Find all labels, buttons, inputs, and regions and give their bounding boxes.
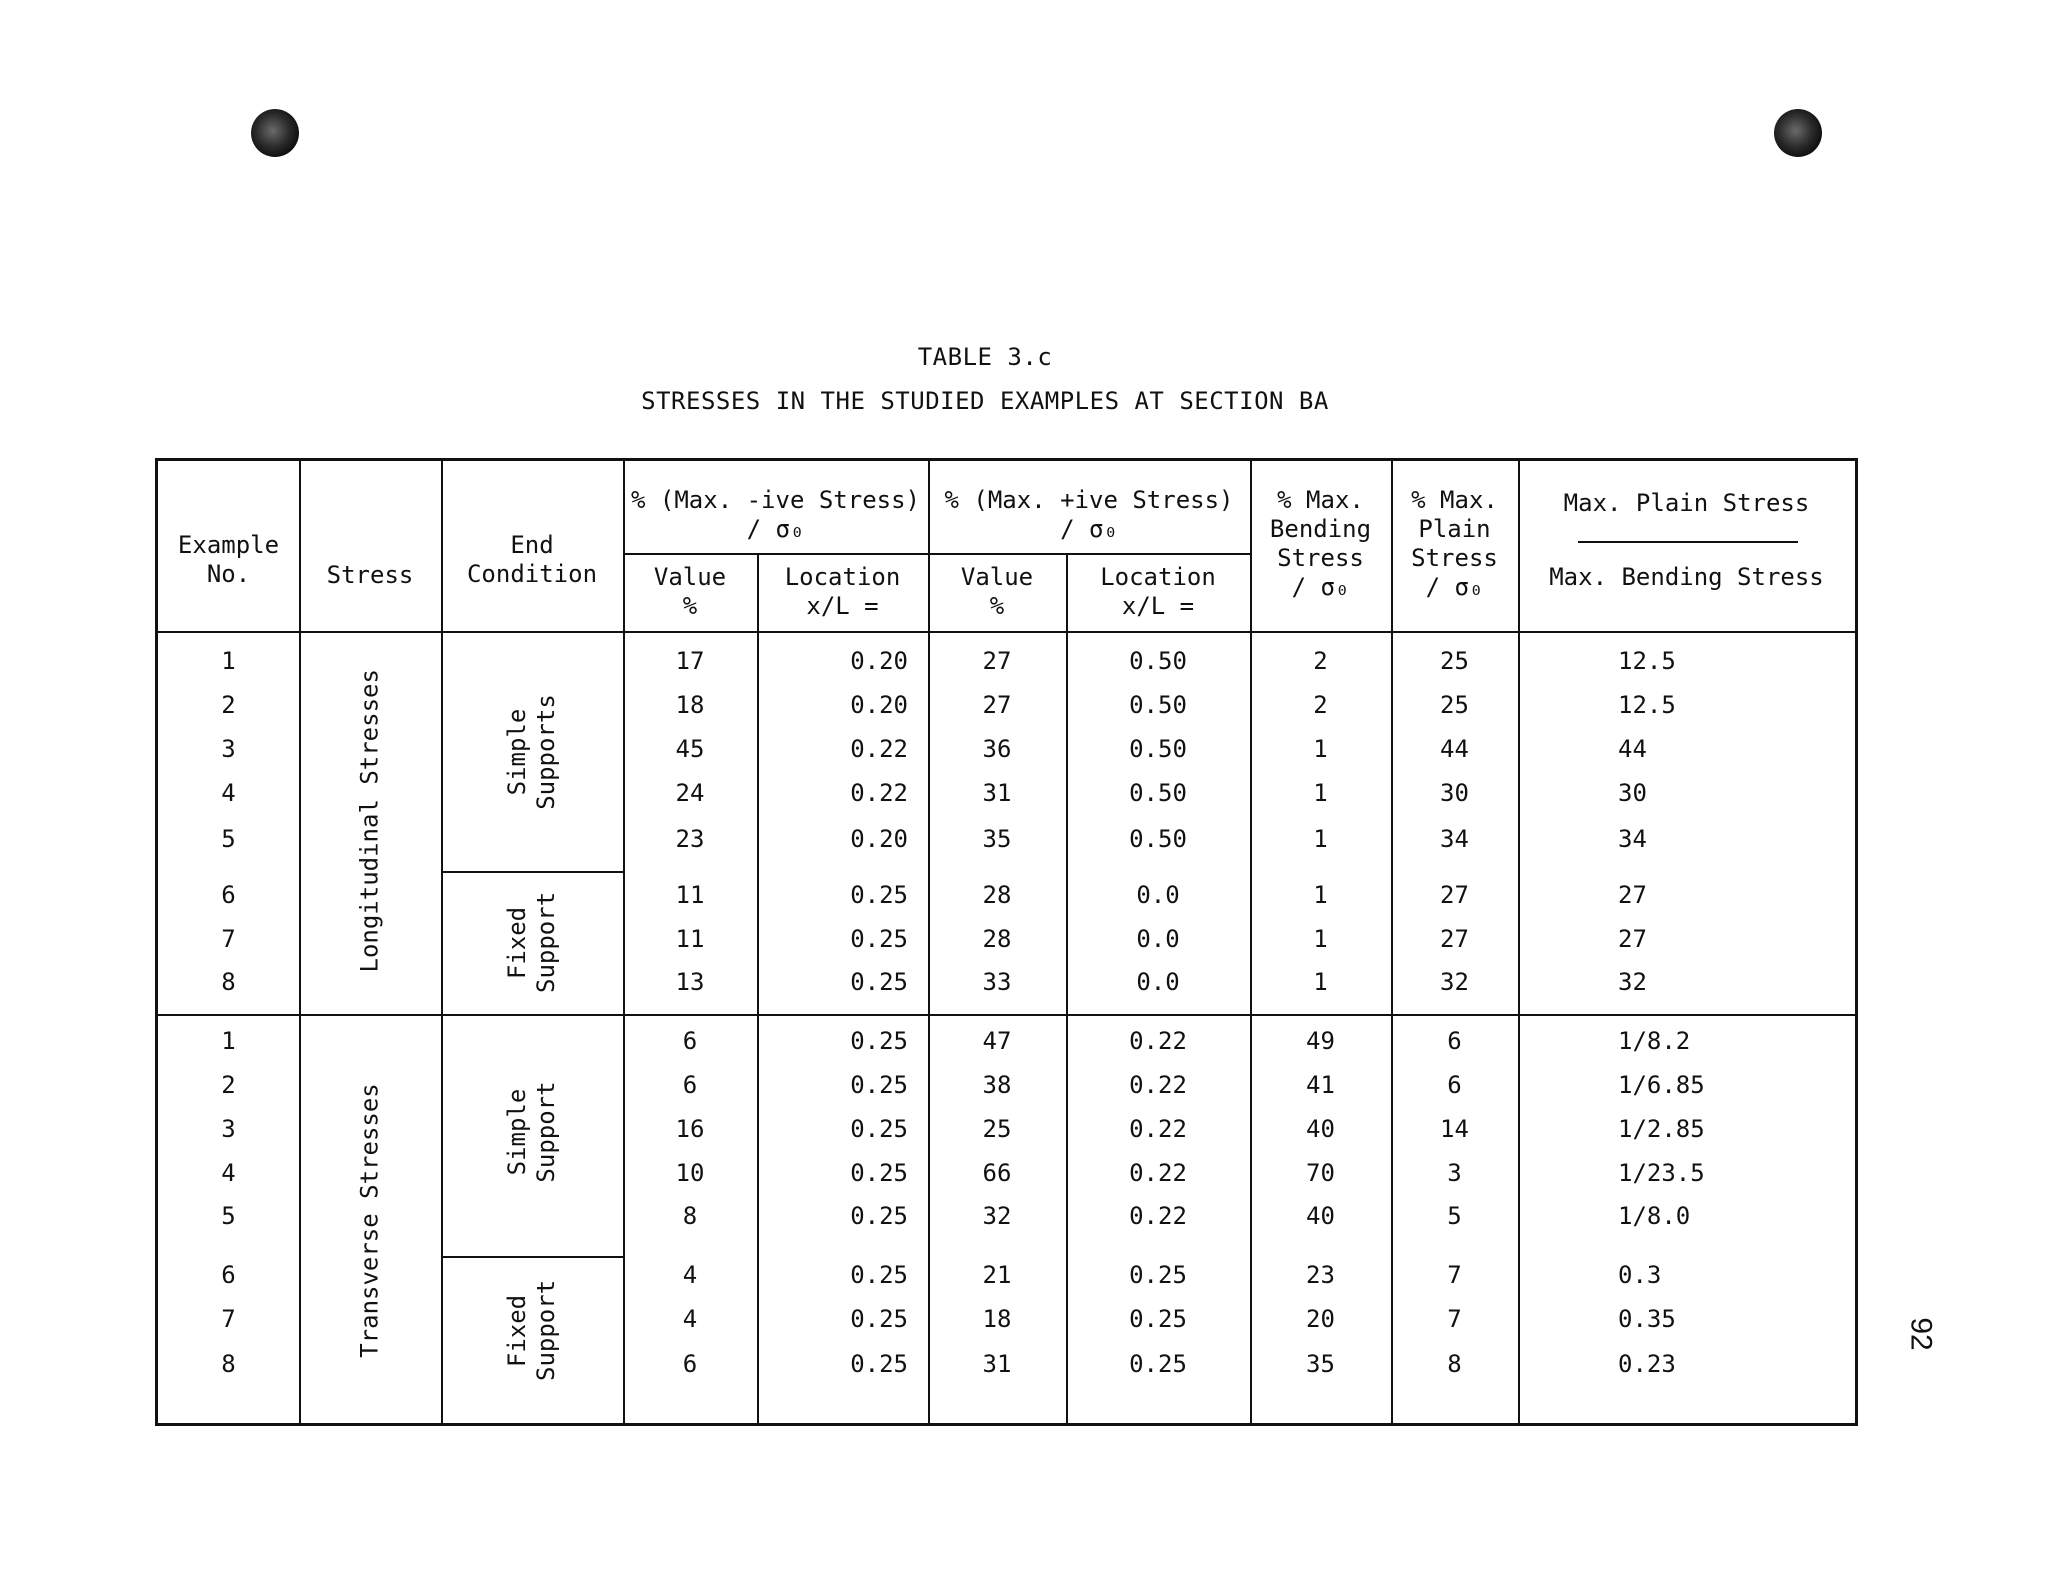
pos-value-cell: 27 — [982, 647, 1012, 675]
pos-location-cell: 0.50 — [1129, 779, 1187, 807]
max-bending-cell: 1 — [1313, 779, 1328, 807]
header-plain-line3: Stress — [1411, 544, 1498, 572]
header-pos-value — [928, 563, 1066, 621]
header-max-plain — [1391, 486, 1518, 602]
example-no-cell: 1 — [221, 647, 236, 675]
header-bending-line4: / σ₀ — [1291, 573, 1350, 601]
trans-fixed-line1: Fixed — [503, 1294, 531, 1368]
example-no-cell: 7 — [221, 925, 236, 953]
pos-location-cell: 0.25 — [1129, 1261, 1187, 1289]
header-example-line1: Example — [177, 531, 280, 559]
max-bending-cell: 2 — [1313, 691, 1328, 719]
example-no-cell: 4 — [221, 1159, 236, 1187]
ratio-cell: 0.35 — [1618, 1305, 1676, 1333]
header-neg-value — [623, 563, 757, 621]
max-bending-cell: 1 — [1313, 968, 1328, 996]
binder-hole-right — [1774, 109, 1822, 157]
header-pos-line2: / σ₀ — [1060, 515, 1118, 543]
neg-location-cell: 0.25 — [850, 925, 908, 953]
pos-value-cell: 25 — [982, 1115, 1012, 1143]
pos-value-cell: 28 — [982, 881, 1012, 909]
neg-value-cell: 4 — [682, 1305, 698, 1333]
trans-simple-line1: Simple — [503, 1088, 531, 1176]
pos-value-cell: 32 — [982, 1202, 1012, 1230]
table-subtitle: STRESSES IN THE STUDIED EXAMPLES AT SECTION BA — [641, 387, 1329, 415]
page-number: 92 — [1904, 1317, 1938, 1351]
header-neg-line1: % (Max. -ive Stress) — [631, 486, 920, 514]
neg-value-cell: 4 — [682, 1261, 698, 1289]
example-no-cell: 3 — [221, 735, 236, 763]
pos-value-cell: 31 — [982, 779, 1012, 807]
pos-value-cell: 18 — [982, 1305, 1012, 1333]
pos-location-cell: 0.50 — [1129, 735, 1187, 763]
header-plain-line1: % Max. — [1411, 486, 1498, 514]
max-plain-cell: 32 — [1440, 968, 1469, 996]
example-no-cell: 2 — [221, 1071, 236, 1099]
neg-value-cell: 6 — [682, 1071, 698, 1099]
pos-location-cell: 0.22 — [1129, 1202, 1187, 1230]
header-pos-line1: % (Max. +ive Stress) — [944, 486, 1234, 514]
group-long-fixed — [503, 893, 561, 993]
long-fixed-line1: Fixed — [503, 906, 531, 980]
header-pos-location-line1: Location — [1100, 563, 1216, 591]
example-no-cell: 6 — [221, 881, 236, 909]
max-plain-cell: 5 — [1447, 1202, 1462, 1230]
pos-value-cell: 21 — [982, 1261, 1012, 1289]
neg-location-cell: 0.20 — [850, 691, 908, 719]
max-bending-cell: 20 — [1306, 1305, 1335, 1333]
ratio-cell: 1/8.0 — [1618, 1202, 1691, 1230]
header-subline — [623, 553, 1250, 555]
ratio-cell: 1/8.2 — [1618, 1027, 1691, 1055]
pos-location-cell: 0.22 — [1129, 1115, 1187, 1143]
neg-location-cell: 0.25 — [850, 1350, 908, 1378]
neg-value-cell: 45 — [675, 735, 705, 763]
header-neg-location — [757, 563, 928, 621]
ratio-cell: 1/6.85 — [1618, 1071, 1705, 1099]
max-plain-cell: 7 — [1447, 1261, 1462, 1289]
max-plain-cell: 27 — [1440, 881, 1469, 909]
pos-location-cell: 0.25 — [1129, 1305, 1187, 1333]
header-pos-location — [1066, 563, 1250, 621]
header-pos-location-line2: x/L = — [1121, 592, 1195, 620]
max-plain-cell: 8 — [1447, 1350, 1462, 1378]
header-example-line2: No. — [206, 560, 251, 588]
example-no-cell: 1 — [221, 1027, 236, 1055]
max-bending-cell: 23 — [1306, 1261, 1335, 1289]
pos-location-cell: 0.50 — [1129, 825, 1187, 853]
pos-location-cell: 0.22 — [1129, 1071, 1187, 1099]
header-neg-line2: / σ₀ — [746, 515, 805, 543]
ratio-cell: 27 — [1618, 881, 1647, 909]
max-plain-cell: 6 — [1447, 1027, 1462, 1055]
col-line — [299, 461, 301, 1426]
pos-value-cell: 47 — [982, 1027, 1012, 1055]
pos-location-cell: 0.22 — [1129, 1027, 1187, 1055]
neg-location-cell: 0.20 — [850, 647, 908, 675]
neg-location-cell: 0.20 — [850, 825, 908, 853]
max-plain-cell: 25 — [1440, 691, 1469, 719]
neg-location-cell: 0.25 — [850, 968, 908, 996]
ratio-cell: 27 — [1618, 925, 1647, 953]
header-neg-location-line1: Location — [784, 563, 901, 591]
long-simple-line1: Simple — [503, 708, 531, 796]
neg-location-cell: 0.22 — [850, 735, 908, 763]
neg-location-cell: 0.25 — [850, 1027, 908, 1055]
example-no-cell: 3 — [221, 1115, 236, 1143]
neg-value-cell: 24 — [675, 779, 705, 807]
pos-value-cell: 35 — [982, 825, 1012, 853]
header-bending-line3: Stress — [1277, 544, 1364, 572]
example-no-cell: 5 — [221, 1202, 236, 1230]
max-bending-cell: 40 — [1306, 1115, 1335, 1143]
neg-location-cell: 0.25 — [850, 1071, 908, 1099]
pos-location-cell: 0.0 — [1136, 925, 1180, 953]
max-bending-cell: 1 — [1313, 735, 1328, 763]
table-title: TABLE 3.c — [917, 343, 1053, 371]
neg-value-cell: 23 — [675, 825, 705, 853]
neg-value-cell: 17 — [675, 647, 705, 675]
neg-value-cell: 16 — [675, 1115, 705, 1143]
header-ratio-numerator: Max. Plain Stress — [1563, 489, 1810, 517]
header-end-line1: End — [510, 531, 554, 559]
neg-value-cell: 10 — [675, 1159, 705, 1187]
group-trans-fixed — [503, 1281, 561, 1381]
ratio-cell: 32 — [1618, 968, 1647, 996]
header-end-line2: Condition — [466, 560, 598, 588]
long-fixed-line2: Support — [532, 891, 560, 993]
neg-location-cell: 0.25 — [850, 1305, 908, 1333]
neg-location-cell: 0.25 — [850, 1159, 908, 1187]
max-bending-cell: 1 — [1313, 925, 1328, 953]
pos-value-cell: 27 — [982, 691, 1012, 719]
max-plain-cell: 44 — [1440, 735, 1469, 763]
group-trans-simple — [503, 1077, 561, 1187]
neg-location-cell: 0.25 — [850, 1202, 908, 1230]
header-bending-line1: % Max. — [1277, 486, 1364, 514]
trans-fixed-line2: Support — [532, 1279, 560, 1381]
stress-table — [155, 458, 1858, 1426]
max-plain-cell: 7 — [1447, 1305, 1462, 1333]
neg-value-cell: 11 — [675, 881, 705, 909]
pos-value-cell: 31 — [982, 1350, 1012, 1378]
pos-value-cell: 38 — [982, 1071, 1012, 1099]
example-no-cell: 2 — [221, 691, 236, 719]
max-plain-cell: 3 — [1447, 1159, 1462, 1187]
group-long-simple — [503, 692, 561, 812]
header-end-condition — [441, 531, 623, 589]
header-ratio-denominator: Max. Bending Stress — [1549, 563, 1824, 591]
pos-value-cell: 33 — [982, 968, 1012, 996]
pos-location-cell: 0.50 — [1129, 691, 1187, 719]
ratio-cell: 44 — [1618, 735, 1647, 763]
header-neg-value-line2: % — [682, 592, 698, 620]
max-bending-cell: 40 — [1306, 1202, 1335, 1230]
group-longitudinal: Longitudinal Stresses — [355, 669, 384, 973]
header-bending-line2: Bending — [1269, 515, 1372, 543]
pos-location-cell: 0.0 — [1136, 881, 1180, 909]
header-plain-line4: / σ₀ — [1425, 573, 1484, 601]
neg-value-cell: 18 — [675, 691, 705, 719]
example-no-cell: 8 — [221, 968, 236, 996]
max-bending-cell: 1 — [1313, 825, 1328, 853]
neg-location-cell: 0.25 — [850, 1261, 908, 1289]
neg-value-cell: 6 — [682, 1027, 698, 1055]
trans-simple-line2: Support — [532, 1081, 560, 1183]
ratio-cell: 12.5 — [1618, 647, 1676, 675]
max-plain-cell: 34 — [1440, 825, 1469, 853]
neg-value-cell: 11 — [675, 925, 705, 953]
pos-value-cell: 28 — [982, 925, 1012, 953]
ratio-cell: 30 — [1618, 779, 1647, 807]
neg-location-cell: 0.25 — [850, 1115, 908, 1143]
header-neg-location-line2: x/L = — [806, 592, 879, 620]
example-no-cell: 8 — [221, 1350, 236, 1378]
neg-value-cell: 8 — [682, 1202, 698, 1230]
header-pos-value-line2: % — [989, 592, 1005, 620]
ratio-cell: 34 — [1618, 825, 1647, 853]
max-plain-cell: 30 — [1440, 779, 1469, 807]
pos-value-cell: 36 — [982, 735, 1012, 763]
max-plain-cell: 14 — [1440, 1115, 1469, 1143]
max-bending-cell: 41 — [1306, 1071, 1335, 1099]
neg-location-cell: 0.22 — [850, 779, 908, 807]
header-neg-value-line1: Value — [653, 563, 727, 591]
header-neg-stress — [623, 486, 928, 544]
max-bending-cell: 1 — [1313, 881, 1328, 909]
trans-fixed-divider — [441, 1256, 623, 1258]
max-bending-cell: 49 — [1306, 1027, 1335, 1055]
group-transverse: Transverse Stresses — [355, 1083, 384, 1358]
max-plain-cell: 6 — [1447, 1071, 1462, 1099]
pos-location-cell: 0.50 — [1129, 647, 1187, 675]
max-bending-cell: 2 — [1313, 647, 1328, 675]
neg-location-cell: 0.25 — [850, 881, 908, 909]
max-bending-cell: 70 — [1306, 1159, 1335, 1187]
header-example-no — [158, 531, 299, 589]
ratio-cell: 0.23 — [1618, 1350, 1676, 1378]
header-plain-line2: Plain — [1418, 515, 1491, 543]
ratio-cell: 1/2.85 — [1618, 1115, 1705, 1143]
long-simple-line2: Supports — [532, 694, 560, 810]
ratio-cell: 12.5 — [1618, 691, 1676, 719]
pos-value-cell: 66 — [982, 1159, 1012, 1187]
ratio-cell: 1/23.5 — [1618, 1159, 1705, 1187]
header-bottom-line — [158, 631, 1855, 633]
header-stress: Stress — [326, 561, 414, 589]
max-bending-cell: 35 — [1306, 1350, 1335, 1378]
max-plain-cell: 27 — [1440, 925, 1469, 953]
neg-value-cell: 6 — [682, 1350, 698, 1378]
section-divider — [158, 1014, 1855, 1016]
pos-location-cell: 0.0 — [1136, 968, 1180, 996]
header-max-bending — [1250, 486, 1391, 602]
example-no-cell: 4 — [221, 779, 236, 807]
example-no-cell: 6 — [221, 1261, 236, 1289]
pos-location-cell: 0.25 — [1129, 1350, 1187, 1378]
ratio-cell: 0.3 — [1618, 1261, 1662, 1289]
pos-location-cell: 0.22 — [1129, 1159, 1187, 1187]
binder-hole-left — [251, 109, 299, 157]
header-ratio-line — [1578, 541, 1798, 543]
example-no-cell: 5 — [221, 825, 236, 853]
header-pos-stress — [928, 486, 1250, 544]
header-pos-value-line1: Value — [960, 563, 1034, 591]
max-plain-cell: 25 — [1440, 647, 1469, 675]
neg-value-cell: 13 — [675, 968, 705, 996]
col-line — [441, 461, 443, 1426]
long-fixed-divider — [441, 871, 623, 873]
example-no-cell: 7 — [221, 1305, 236, 1333]
